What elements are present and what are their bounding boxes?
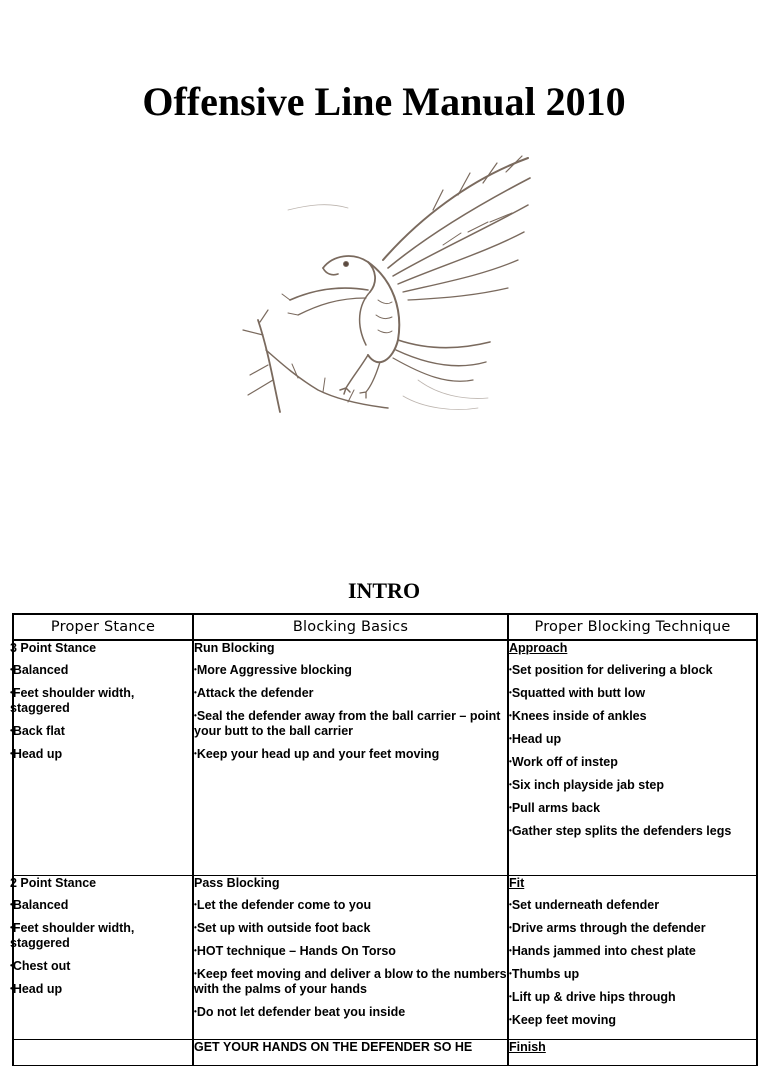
list-item: • Do not let defender beat you inside (194, 1004, 507, 1020)
list-item: • Set underneath defender (509, 897, 756, 913)
technique-cell (508, 1040, 757, 1066)
list-item: • Head up (509, 731, 756, 747)
list-item: • Gather step splits the defenders legs (509, 823, 756, 839)
eagle-illustration (228, 150, 538, 420)
list-item: • Head up (10, 746, 192, 762)
list-item: • Knees inside of ankles (509, 708, 756, 724)
list-item: • Keep feet moving and deliver a blow to the numbers with the palms of your hands (194, 966, 507, 997)
cell-title: 3 Point Stance (10, 641, 97, 655)
list-item: • Thumbs up (509, 966, 756, 982)
list-item: • Feet shoulder width, staggered (10, 685, 192, 716)
cell-title: Approach (509, 641, 568, 655)
list-item: • Set up with outside foot back (194, 920, 507, 936)
cell-title: Run Blocking (194, 641, 275, 655)
list-item: • Pull arms back (509, 800, 756, 816)
list-item: • Keep feet moving (509, 1012, 756, 1028)
basics-cell (193, 640, 508, 876)
cell-title: 2 Point Stance (10, 876, 97, 890)
table-row (13, 876, 757, 1040)
header-blocking-technique: Proper Blocking Technique (508, 614, 757, 640)
list-item: • Set position for delivering a block (509, 662, 756, 678)
technique-cell (508, 640, 757, 876)
table-row (13, 640, 757, 876)
list-item: • Head up (10, 981, 192, 997)
technique-cell (508, 876, 757, 1040)
header-blocking-basics: Blocking Basics (193, 614, 508, 640)
list-item: • Six inch playside jab step (509, 777, 756, 793)
list-item: • HOT technique – Hands On Torso (194, 943, 507, 959)
list-item: • More Aggressive blocking (194, 662, 507, 678)
list-item: • Feet shoulder width, staggered (10, 920, 192, 951)
list-item: • Keep your head up and your feet moving (194, 746, 507, 762)
list-item: • Chest out (10, 958, 192, 974)
list-item: • Squatted with butt low (509, 685, 756, 701)
list-item: • Back flat (10, 723, 192, 739)
list-item: • Hands jammed into chest plate (509, 943, 756, 959)
stance-cell (10, 640, 193, 876)
cell-title: Finish (509, 1040, 546, 1054)
cell-title: Pass Blocking (194, 876, 280, 890)
stance-cell (13, 1040, 193, 1066)
list-item: • Balanced (10, 897, 192, 913)
table-header-row (13, 614, 757, 640)
basics-cell (193, 1040, 508, 1066)
intro-table (12, 613, 758, 1066)
list-item: • Lift up & drive hips through (509, 989, 756, 1005)
list-item: • Balanced (10, 662, 192, 678)
list-item: • Let the defender come to you (194, 897, 507, 913)
table-row (13, 1040, 757, 1066)
list-item: • Work off of instep (509, 754, 756, 770)
list-item: • Seal the defender away from the ball carrier – point your butt to the ball carrier (194, 708, 507, 739)
document-title: Offensive Line Manual 2010 (142, 79, 626, 124)
header-proper-stance: Proper Stance (13, 614, 193, 640)
intro-heading: INTRO (347, 578, 421, 603)
list-item: • Drive arms through the defender (509, 920, 756, 936)
cell-title: Fit (509, 876, 525, 890)
basics-cell (193, 876, 508, 1040)
stance-cell (10, 876, 193, 1040)
list-item: • Attack the defender (194, 685, 507, 701)
cell-title: GET YOUR HANDS ON THE DEFENDER SO HE (194, 1040, 473, 1054)
